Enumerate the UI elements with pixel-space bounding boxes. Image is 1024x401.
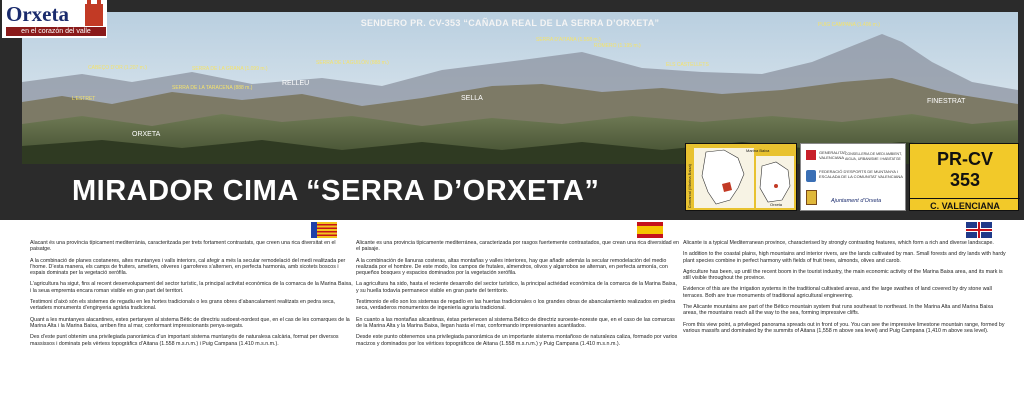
place-label: RELLEU: [282, 80, 310, 87]
town-crest-icon: [806, 190, 817, 205]
paragraph: The Alicante mountains are part of the Bético mountain system that runs southeast to northeast. In the Marina Alta and Marina Baixa areas, the mountains reach all the way to the sea, forming impressive cliffs.: [683, 304, 994, 317]
map-province: [694, 148, 754, 208]
paragraph: From this view point, a privileged panorama spreads out in front of you. You can see the impressive limestone mountain range, formed by various massifs and dominated by the summits of Aitana (1,558 m above sea level) and Puig Campana (1,410 m above sea level).: [683, 321, 1005, 334]
paragraph: Testimoni d’això són els sistemes de regadiu en les hortes tradicionals o les grans obres d’abancalament realitzats en pedra seca, vertaders monuments d’enginyeria agrària tradicional.: [30, 299, 336, 312]
paragraph: Evidence of this are the irrigation systems in the traditional cultivated areas, and the large swathes of land covered by dry stone wall terraces. Both are true monuments of traditional agricultural engineering.: [683, 286, 992, 299]
route-number: 353: [949, 170, 981, 190]
paragraph: Alicante is a typical Mediterranean province, characterised by strongly contrasting features, which form a rich and diverse landscape.: [683, 240, 994, 246]
paragraph: Agriculture has been, up until the recent boom in the tourist industry, the main economic activity of the Marina Baixa area, and its mark is still visible throughout the province.: [683, 268, 1003, 282]
map-comarca-label: Comarcal (Marina Baixa): [687, 164, 692, 209]
peak-label: ELS CASTELLETS: [666, 62, 709, 68]
route-code: PR-CV: [936, 149, 993, 169]
peak-label: SERRA DE LA GRANA (1.099 m.): [192, 66, 268, 72]
route-region: C. VALENCIANA: [910, 198, 1020, 211]
logo-name: Orxeta: [6, 2, 69, 26]
panorama-title: SENDERO PR. CV-353 “CAÑADA REAL DE LA SERRA D’ORXETA”: [360, 18, 660, 28]
paragraph: L’agricultura ha sigut, fins al recent desenvolupament del sector turístic, la principal activitat econòmica de la comarca de la Marina Baixa, i la seua empremta encara roman visible en gran part del territori.: [30, 281, 353, 294]
valencian-text-column: [30, 240, 355, 352]
paragraph: In addition to the coastal plains, high mountains and interior rivers, are the lands cultivated by man. Small forests and dry lands with hardy plant species combine in perfect harmony with fields of fruit trees, almonds, olives and carob.: [683, 251, 1006, 264]
federation-logo-icon: [806, 170, 816, 182]
main-title: MIRADOR CIMA “SERRA D’ORXETA”: [72, 175, 600, 207]
paragraph: A la combinació de planes costaneres, altes muntanyes i valls interiors, cal afegir a més la secular remodelació del medi realitzada per l’home. D’esta manera, els camps de fruiters, ametlers, oliveres i garroferes s’alternen, en perfecta harmonia, amb xicotets boscos i espais dominats per la vegetació xeròfila.: [30, 257, 346, 277]
paragraph: Des d’este punt obtenim una privilegiada panoràmica d’un important sistema muntanyós de naturalesa calcària, format per diversos massissos i dominats pels vèrtexs topogràfics d’Aitana (1.558 m.s.n.m.) i Puig Campana (1.410 m.s.n.m.).: [30, 334, 339, 347]
peak-label: SERRA DE L’AGUILÓN (888 m.): [316, 60, 389, 66]
logo-tagline: en el corazón del valle: [6, 27, 106, 36]
peak-label: PUIG CAMPANA (1.406 m.): [818, 22, 880, 28]
paragraph: En cuanto a las montañas alicantinas, éstas pertenecen al sistema Bético de directriz suroeste-noreste que, en el caso de las comarcas de la Marina Alta y la Marina Baixa, llegan hasta el mar, conformando impresionantes acantilados.: [356, 316, 675, 329]
uk-flag-icon: [966, 222, 992, 238]
map-town-label: Orxeta: [770, 202, 783, 207]
route-badge: [909, 143, 1019, 211]
castle-icon: [85, 4, 103, 26]
place-label: FINESTRAT: [927, 98, 966, 105]
peak-label: SERRA D’AITANA (1.558 m.): [536, 37, 601, 43]
comarca-map-icon: [756, 156, 794, 208]
english-text-column: [683, 240, 1008, 339]
paragraph: Alacant és una província típicament mediterrània, caracteritzada per trets fortament contrastats, que creen una rica diversitat en el paisatge.: [30, 240, 336, 253]
place-label: L’ESTRET: [72, 96, 96, 102]
institutions-box: [800, 143, 906, 211]
orxeta-logo: [2, 0, 107, 38]
peak-label: SERRA DE LA TARACENA (888 m.): [172, 85, 253, 91]
generalitat-label: GENERALITAT VALENCIANA: [819, 150, 847, 160]
spanish-text-column: [356, 240, 681, 352]
map-comarca: [756, 156, 794, 208]
place-label: SELLA: [461, 95, 483, 102]
paragraph: A la combinación de llanuras costeras, altas montañas y valles interiores, hay que añadir además la secular remodelación del medio realizada por el hombre. De este modo, los campos de frutales, almendros, olivos y algarrobos se alternan, en perfecta armonía, con pequeños bosques y espacios dominados por la vegetación xerófila.: [356, 257, 668, 277]
paragraph: Testimonio de ello son los sistemas de regadío en las huertas tradicionales o los grandes obras de abancalamiento realizados en piedra seca, verdaderos monumentos de ingeniería agraria tradicional.: [356, 299, 676, 312]
valencian-flag-icon: [311, 222, 337, 238]
location-map: [685, 143, 797, 211]
spanish-flag-icon: [637, 222, 663, 238]
paragraph: Quant a les muntanyes alacantines, estes pertanyen al sistema Bètic de directriu sudoest-nordest que, en el cas de les comarques de la Marina Alta i la Marina Baixa, arriben fins al mar, conformant impressionants penya-segats.: [30, 316, 350, 329]
peak-label: CABEÇO D’OR (1.207 m.): [88, 65, 147, 71]
conselleria-label: CONSELLERIA DE MEDI AMBIENT, AIGUA, URBANISME I HABITATGE: [845, 152, 902, 161]
map-region-label: Marina Baixa: [746, 148, 770, 153]
paragraph: Desde este punto obtenemos una privilegiada panorámica de un importante sistema montañoso de naturaleza caliza, formado por varios macizos y dominados por los vértices topográficos de Aitana (1.558 m.s.n.m.) y Puig Campana (1.410 m.s.n.m.).: [356, 334, 678, 347]
federation-label: FEDERACIÓ D’ESPORTS DE MUNTANYA I ESCALADA DE LA COMUNITAT VALENCIANA: [819, 169, 903, 179]
paragraph: Alicante es una provincia típicamente mediterránea, caracterizada por rasgos fuertemente contrastados, que crean una rica diversidad en el paisaje.: [356, 240, 679, 253]
place-label: ORXETA: [132, 131, 161, 138]
province-map-icon: [694, 148, 754, 208]
paragraph: La agricultura ha sido, hasta el reciente desarrollo del sector turístico, la principal actividad económica de la comarca de la Marina Baixa, y su huella todavía permanece visible en gran parte del territorio.: [356, 281, 677, 294]
generalitat-logo-icon: [806, 150, 816, 160]
peak-label: ROMERO (1.195 m.): [594, 43, 641, 49]
town-council-label: Ajuntament d’Orxeta: [831, 198, 882, 204]
